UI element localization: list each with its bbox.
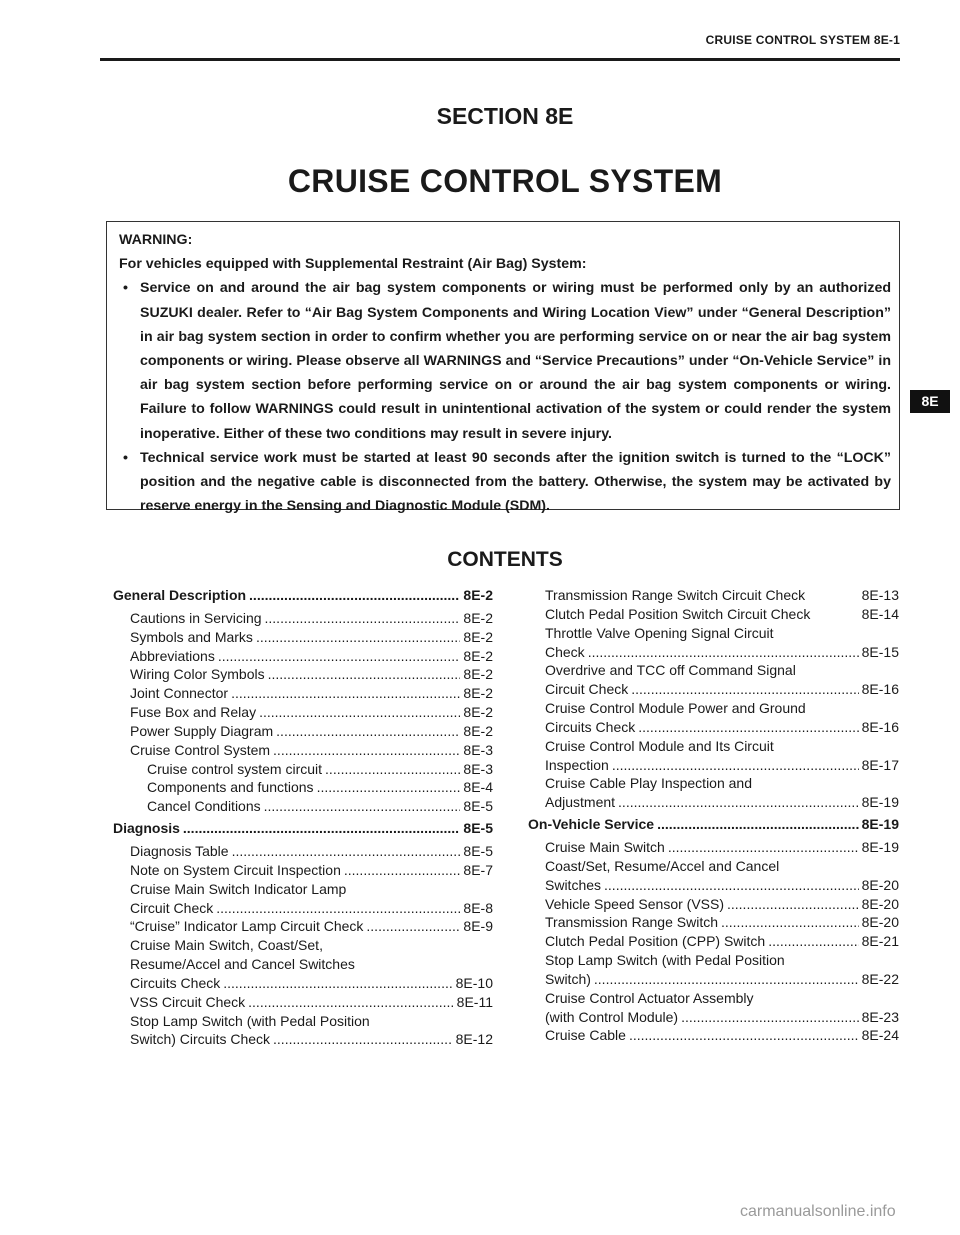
toc-entry-line: Cruise Main Switch, Coast/Set, bbox=[130, 937, 323, 954]
toc-entry bbox=[528, 895, 899, 914]
toc-entry-row bbox=[528, 1026, 899, 1045]
toc-entry-row bbox=[528, 756, 899, 775]
toc-entry-row bbox=[113, 647, 493, 666]
toc-entry-row bbox=[528, 605, 899, 624]
toc-entry-title: Cruise control system circuit bbox=[147, 760, 323, 777]
toc-page-number: 8E-24 bbox=[861, 1027, 899, 1044]
toc-entry-row bbox=[113, 993, 493, 1012]
toc-leader-dots bbox=[366, 917, 460, 936]
toc-entry-title: Fuse Box and Relay bbox=[130, 704, 257, 721]
toc-entry-title: “Cruise” Indicator Lamp Circuit Check bbox=[130, 918, 364, 935]
toc-leader-dots bbox=[681, 1008, 859, 1027]
toc-page-number: 8E-7 bbox=[463, 861, 493, 878]
toc-entry bbox=[528, 1026, 899, 1045]
toc-page-number: 8E-14 bbox=[861, 605, 899, 622]
toc-entry-row bbox=[113, 778, 493, 797]
warning-intro: For vehicles equipped with Supplemental Restraint (Air Bag) System: bbox=[119, 256, 587, 273]
toc-entry-title: Diagnosis Table bbox=[130, 842, 229, 859]
toc-entry-row bbox=[528, 838, 899, 857]
toc-page-number: 8E-2 bbox=[463, 628, 493, 645]
toc-leader-dots bbox=[276, 722, 460, 741]
toc-entry-title: Cautions in Servicing bbox=[130, 609, 262, 626]
toc-entry bbox=[113, 778, 493, 797]
toc-entry bbox=[113, 628, 493, 647]
toc-entry-row bbox=[528, 1008, 899, 1027]
toc-leader-dots bbox=[657, 815, 859, 834]
toc-page-number: 8E-9 bbox=[463, 918, 493, 935]
toc-page-number: 8E-13 bbox=[861, 587, 899, 603]
toc-entry-title: Diagnosis bbox=[113, 820, 180, 837]
toc-entry bbox=[113, 993, 493, 1012]
toc-entry-row bbox=[528, 793, 899, 812]
toc-leader-dots bbox=[216, 899, 460, 918]
toc-entry bbox=[528, 586, 899, 605]
toc-entry-title: Cruise Cable bbox=[545, 1027, 626, 1044]
toc-section-entry bbox=[528, 815, 899, 834]
toc-leader-dots bbox=[768, 932, 858, 951]
warning-item: • Technical service work must be started at least 90 seconds after the ignition switch is turned to the “LOCK” position and the negative cable is disconnected from the battery. Otherwise, the system may be activated by reserve energy in the Sensing and Diagnostic Module (SDM). bbox=[119, 446, 891, 519]
toc-entry-title: Cancel Conditions bbox=[147, 798, 261, 815]
toc-entry-line: Overdrive and TCC off Command Signal bbox=[545, 662, 796, 679]
toc-page-number: 8E-21 bbox=[861, 933, 899, 950]
toc-page-number: 8E-5 bbox=[463, 842, 493, 859]
toc-leader-dots bbox=[265, 609, 461, 628]
toc-leader-dots bbox=[273, 1030, 453, 1049]
toc-entry-row bbox=[113, 974, 493, 993]
toc-entry-row bbox=[528, 876, 899, 895]
toc-page-number: 8E-12 bbox=[455, 1031, 493, 1048]
toc-entry-row bbox=[528, 718, 899, 737]
toc-entry-title: Transmission Range Switch bbox=[545, 914, 718, 931]
toc-entry-title: Vehicle Speed Sensor (VSS) bbox=[545, 895, 724, 912]
toc-leader-dots bbox=[721, 913, 859, 932]
toc-leader-dots bbox=[268, 665, 461, 684]
toc-entry-line: Cruise Main Switch Indicator Lamp bbox=[130, 880, 347, 897]
toc-entry-title: General Description bbox=[113, 587, 247, 603]
toc-entry-row bbox=[113, 842, 493, 861]
toc-page-number: 8E-8 bbox=[463, 899, 493, 916]
section-label: SECTION 8E bbox=[436, 103, 574, 129]
toc-page-number: 8E-2 bbox=[463, 609, 493, 626]
toc-entry-row bbox=[528, 970, 899, 989]
toc-page-number: 8E-15 bbox=[861, 643, 899, 660]
warning-list bbox=[119, 276, 891, 518]
toc-entry-row bbox=[113, 665, 493, 684]
toc-entry bbox=[113, 936, 493, 993]
toc-leader-dots bbox=[317, 778, 461, 797]
toc-entry bbox=[528, 951, 899, 989]
toc-entry-row bbox=[528, 913, 899, 932]
toc-entry-title: Components and functions bbox=[147, 779, 314, 796]
toc-entry-title: Wiring Color Symbols bbox=[130, 666, 265, 683]
toc-page-number: 8E-2 bbox=[463, 587, 493, 603]
toc-leader-dots bbox=[604, 876, 859, 895]
toc-page-number: 8E-2 bbox=[463, 647, 493, 664]
toc-entry bbox=[113, 647, 493, 666]
watermark: carmanualsonline.info bbox=[740, 1203, 896, 1220]
toc-entry-row bbox=[113, 819, 493, 838]
toc-page-number: 8E-11 bbox=[456, 993, 493, 1010]
toc-leader-dots bbox=[638, 718, 858, 737]
toc-page-number: 8E-22 bbox=[861, 970, 899, 987]
toc-page-number: 8E-23 bbox=[861, 1008, 899, 1025]
toc-entry-title: Note on System Circuit Inspection bbox=[130, 861, 341, 878]
toc-leader-dots bbox=[273, 741, 460, 760]
toc-section-entry bbox=[113, 586, 493, 605]
section-tab: 8E bbox=[910, 390, 950, 413]
toc-entry-title: Cruise Main Switch bbox=[545, 838, 665, 855]
toc-section-entry bbox=[113, 819, 493, 838]
toc-leader-dots bbox=[218, 647, 461, 666]
toc-entry-row bbox=[113, 917, 493, 936]
toc-page-number: 8E-5 bbox=[463, 798, 493, 815]
toc-leader-dots bbox=[325, 760, 460, 779]
toc-page-number: 8E-5 bbox=[463, 820, 493, 837]
toc-entry-line: Cruise Cable Play Inspection and bbox=[545, 775, 753, 792]
toc-entry-row bbox=[113, 586, 493, 605]
toc-entry-row bbox=[528, 815, 899, 834]
toc-page-number: 8E-10 bbox=[455, 974, 493, 991]
toc-leader-dots bbox=[727, 895, 859, 914]
toc-page-number: 8E-20 bbox=[861, 914, 899, 931]
toc-entry bbox=[528, 605, 899, 624]
toc-page-number: 8E-19 bbox=[861, 794, 899, 811]
toc-entry-row bbox=[528, 932, 899, 951]
toc-entry bbox=[528, 932, 899, 951]
toc-page-number: 8E-2 bbox=[463, 722, 493, 739]
toc-entry bbox=[528, 838, 899, 857]
toc-entry-row bbox=[113, 797, 493, 816]
toc-leader-dots bbox=[183, 819, 461, 838]
toc-entry-title: (with Control Module) bbox=[545, 1008, 679, 1025]
toc-leader-dots bbox=[264, 797, 461, 816]
toc-page-number: 8E-3 bbox=[463, 741, 493, 758]
toc-entry-row bbox=[528, 586, 899, 605]
toc-leader-dots bbox=[629, 1026, 859, 1045]
toc-entry bbox=[528, 661, 899, 699]
toc-leader-dots bbox=[588, 643, 859, 662]
toc-entry-title: Switch) Circuits Check bbox=[130, 1031, 271, 1048]
toc-entry-line: Coast/Set, Resume/Accel and Cancel bbox=[545, 857, 780, 874]
toc-entry-title: Joint Connector bbox=[130, 685, 229, 702]
toc-entry-line: Cruise Control Module and Its Circuit bbox=[545, 737, 774, 754]
toc-entry-row bbox=[113, 722, 493, 741]
toc-entry-title: Cruise Control System bbox=[130, 741, 271, 758]
toc-entry-row bbox=[113, 760, 493, 779]
toc-entry-row bbox=[113, 1030, 493, 1049]
toc-entry-row bbox=[113, 741, 493, 760]
toc-entry bbox=[528, 774, 899, 812]
toc-entry-title: Transmission Range Switch Circuit Check bbox=[545, 587, 806, 603]
contents-heading: CONTENTS bbox=[447, 548, 563, 571]
toc-entry-title: Circuits Check bbox=[545, 718, 636, 735]
toc-entry-row bbox=[113, 609, 493, 628]
toc-entry-line: Throttle Valve Opening Signal Circuit bbox=[545, 624, 774, 641]
warning-heading: WARNING: bbox=[119, 232, 193, 248]
toc-page-number: 8E-20 bbox=[861, 876, 899, 893]
header-rule bbox=[100, 58, 900, 61]
toc-entry bbox=[113, 722, 493, 741]
toc-entry-title: Abbreviations bbox=[130, 647, 215, 664]
toc-entry bbox=[113, 797, 493, 816]
toc-entry-title: VSS Circuit Check bbox=[130, 993, 246, 1010]
toc-entry-line: Cruise Control Actuator Assembly bbox=[545, 989, 754, 1006]
toc-entry-title: Switch) bbox=[545, 970, 591, 987]
toc-entry bbox=[113, 917, 493, 936]
toc-leader-dots bbox=[344, 861, 461, 880]
toc-entry-title: Clutch Pedal Position (CPP) Switch bbox=[545, 933, 766, 950]
toc-page-number: 8E-19 bbox=[861, 838, 899, 855]
toc-entry bbox=[113, 861, 493, 880]
toc-entry-line: Stop Lamp Switch (with Pedal Position bbox=[545, 952, 785, 969]
toc-entry-title: Circuit Check bbox=[545, 681, 629, 698]
toc-page-number: 8E-17 bbox=[861, 756, 899, 773]
toc-page-number: 8E-2 bbox=[463, 685, 493, 702]
running-header: CRUISE CONTROL SYSTEM 8E-1 bbox=[705, 33, 900, 47]
toc-page-number: 8E-4 bbox=[463, 779, 493, 796]
toc-leader-dots bbox=[249, 586, 460, 605]
toc-leader-dots bbox=[259, 703, 460, 722]
warning-box bbox=[106, 221, 900, 515]
toc-leader-dots bbox=[594, 970, 859, 989]
toc-entry-row bbox=[113, 899, 493, 918]
toc-page-number: 8E-2 bbox=[463, 704, 493, 721]
toc-page-number: 8E-3 bbox=[463, 760, 493, 777]
toc-leader-dots bbox=[618, 793, 859, 812]
toc-entry bbox=[113, 741, 493, 760]
toc-page-number: 8E-19 bbox=[861, 816, 899, 833]
toc-entry-row bbox=[528, 680, 899, 699]
toc-entry-title: Check bbox=[545, 643, 585, 660]
toc-entry bbox=[528, 989, 899, 1027]
toc-entry-title: On-Vehicle Service bbox=[528, 816, 655, 833]
toc-entry-row bbox=[528, 895, 899, 914]
toc-entry bbox=[113, 609, 493, 628]
toc-entry-line: Cruise Control Module Power and Ground bbox=[545, 700, 806, 717]
toc-leader-dots bbox=[256, 628, 460, 647]
toc-entry-line: Resume/Accel and Cancel Switches bbox=[130, 956, 355, 973]
toc-left-column bbox=[113, 586, 493, 1049]
toc-entry-row bbox=[113, 628, 493, 647]
toc-entry-title: Circuits Check bbox=[130, 974, 221, 991]
page-title: CRUISE CONTROL SYSTEM bbox=[287, 163, 723, 199]
toc-entry bbox=[113, 842, 493, 861]
toc-entry-row bbox=[113, 861, 493, 880]
warning-item: • Service on and around the air bag system components or wiring must be performed only by an authorized SUZUKI dealer. Refer to “Air Bag System Components and Wiring Location View” under “General Description” in air bag system section in order to confirm whether you are performing service on or near the air bag system components or wiring. Please observe all WARNINGS and “Service Precautions” under “On-Vehicle Service” in air bag system section before performing service on or around the air bag system components or wiring. Failure to follow WARNINGS could result in unintentional activation of the system or could render the system inoperative. Either of these two conditions may result in severe injury. bbox=[119, 276, 891, 445]
toc-entry bbox=[528, 624, 899, 662]
toc-entry bbox=[113, 760, 493, 779]
toc-right-column bbox=[528, 586, 899, 1045]
toc-page-number: 8E-20 bbox=[861, 895, 899, 912]
toc-entry-row bbox=[113, 684, 493, 703]
toc-leader-dots bbox=[223, 974, 452, 993]
toc-entry bbox=[113, 665, 493, 684]
toc-entry bbox=[113, 703, 493, 722]
toc-page-number: 8E-2 bbox=[463, 666, 493, 683]
toc-leader-dots bbox=[631, 680, 858, 699]
toc-leader-dots bbox=[612, 756, 859, 775]
toc-entry-row bbox=[113, 703, 493, 722]
toc-entry-title: Symbols and Marks bbox=[130, 628, 253, 645]
toc-entry-title: Adjustment bbox=[545, 794, 616, 811]
toc-entry-title: Inspection bbox=[545, 756, 609, 773]
toc-leader-dots bbox=[248, 993, 454, 1012]
toc-entry bbox=[113, 684, 493, 703]
toc-page-number: 8E-16 bbox=[861, 718, 899, 735]
toc-page-number: 8E-16 bbox=[861, 681, 899, 698]
toc-leader-dots bbox=[231, 684, 460, 703]
toc-entry bbox=[113, 880, 493, 918]
toc-entry-title: Clutch Pedal Position Switch Circuit Check bbox=[545, 605, 811, 622]
toc-entry bbox=[113, 1012, 493, 1050]
toc-entry bbox=[528, 699, 899, 737]
toc-entry-title: Power Supply Diagram bbox=[130, 722, 274, 739]
toc-leader-dots bbox=[232, 842, 461, 861]
toc-leader-dots bbox=[668, 838, 859, 857]
toc-entry-title: Switches bbox=[545, 876, 602, 893]
toc-entry-title: Circuit Check bbox=[130, 899, 214, 916]
toc-entry-row bbox=[528, 643, 899, 662]
toc-entry bbox=[528, 913, 899, 932]
toc-entry-line: Stop Lamp Switch (with Pedal Position bbox=[130, 1012, 370, 1029]
toc-entry bbox=[528, 857, 899, 895]
toc-entry bbox=[528, 737, 899, 775]
